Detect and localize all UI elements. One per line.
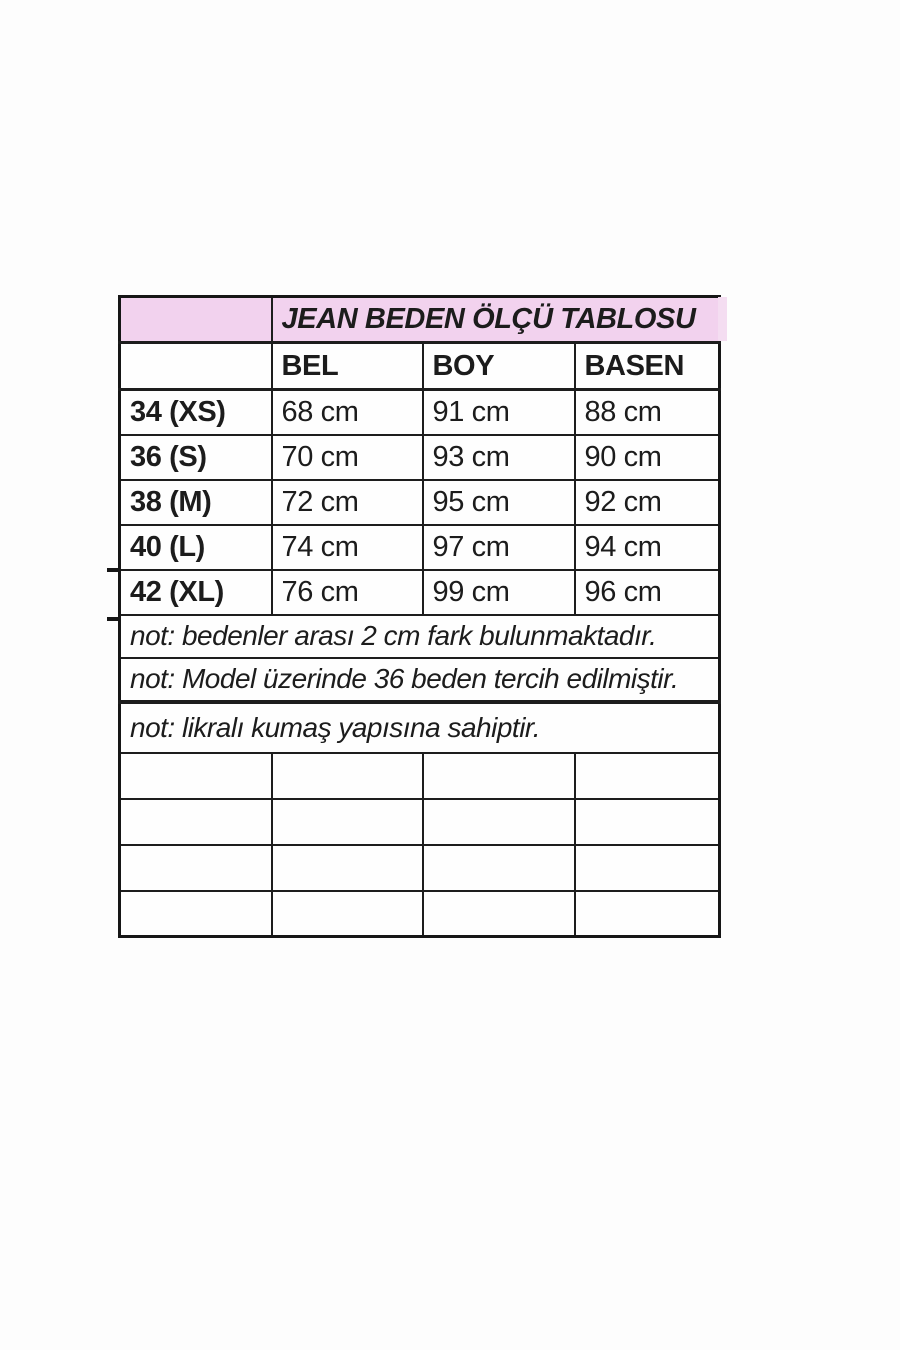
note-text: not: bedenler arası 2 cm fark bulunmaktadır. bbox=[120, 615, 720, 658]
empty-row bbox=[120, 845, 720, 891]
boy-value: 97 cm bbox=[423, 525, 575, 570]
basen-value: 88 cm bbox=[575, 390, 720, 435]
empty-cell bbox=[120, 845, 272, 891]
col-header-bel: BEL bbox=[272, 343, 423, 390]
empty-row bbox=[120, 753, 720, 799]
boy-value: 91 cm bbox=[423, 390, 575, 435]
size-chart bbox=[118, 295, 718, 938]
size-row bbox=[120, 525, 720, 570]
empty-cell bbox=[423, 753, 575, 799]
size-row bbox=[120, 390, 720, 435]
empty-cell bbox=[423, 891, 575, 937]
empty-cell bbox=[272, 891, 423, 937]
note-row bbox=[120, 615, 720, 658]
size-row bbox=[120, 435, 720, 480]
note-text: not: likralı kumaş yapısına sahiptir. bbox=[120, 702, 720, 753]
empty-cell bbox=[575, 845, 720, 891]
empty-cell bbox=[423, 845, 575, 891]
empty-cell bbox=[120, 891, 272, 937]
note-row bbox=[120, 702, 720, 753]
corner-cell-2 bbox=[120, 343, 272, 390]
empty-cell bbox=[575, 753, 720, 799]
size-label: 42 (XL) bbox=[120, 570, 272, 615]
size-row bbox=[120, 480, 720, 525]
size-chart-table bbox=[118, 295, 721, 938]
empty-cell bbox=[575, 891, 720, 937]
size-label: 36 (S) bbox=[120, 435, 272, 480]
basen-value: 92 cm bbox=[575, 480, 720, 525]
empty-cell bbox=[575, 799, 720, 845]
basen-value: 94 cm bbox=[575, 525, 720, 570]
basen-value: 90 cm bbox=[575, 435, 720, 480]
pink-bleed-artifact bbox=[718, 297, 727, 341]
empty-row bbox=[120, 799, 720, 845]
empty-cell bbox=[120, 799, 272, 845]
title-row bbox=[120, 297, 720, 343]
empty-cell bbox=[272, 845, 423, 891]
bel-value: 72 cm bbox=[272, 480, 423, 525]
empty-cell bbox=[120, 753, 272, 799]
left-tick-artifact bbox=[107, 617, 118, 621]
column-header-row bbox=[120, 343, 720, 390]
bel-value: 70 cm bbox=[272, 435, 423, 480]
col-header-boy: BOY bbox=[423, 343, 575, 390]
empty-cell bbox=[272, 799, 423, 845]
bel-value: 74 cm bbox=[272, 525, 423, 570]
empty-cell bbox=[423, 799, 575, 845]
bel-value: 68 cm bbox=[272, 390, 423, 435]
empty-cell bbox=[272, 753, 423, 799]
size-label: 40 (L) bbox=[120, 525, 272, 570]
size-label: 34 (XS) bbox=[120, 390, 272, 435]
note-row bbox=[120, 658, 720, 702]
boy-value: 93 cm bbox=[423, 435, 575, 480]
boy-value: 95 cm bbox=[423, 480, 575, 525]
basen-value: 96 cm bbox=[575, 570, 720, 615]
note-text: not: Model üzerinde 36 beden tercih edilmiştir. bbox=[120, 658, 720, 702]
chart-title: JEAN BEDEN ÖLÇÜ TABLOSU bbox=[272, 297, 720, 343]
corner-cell bbox=[120, 297, 272, 343]
left-tick-artifact bbox=[107, 568, 118, 572]
bel-value: 76 cm bbox=[272, 570, 423, 615]
empty-row bbox=[120, 891, 720, 937]
col-header-basen: BASEN bbox=[575, 343, 720, 390]
size-label: 38 (M) bbox=[120, 480, 272, 525]
size-row bbox=[120, 570, 720, 615]
boy-value: 99 cm bbox=[423, 570, 575, 615]
